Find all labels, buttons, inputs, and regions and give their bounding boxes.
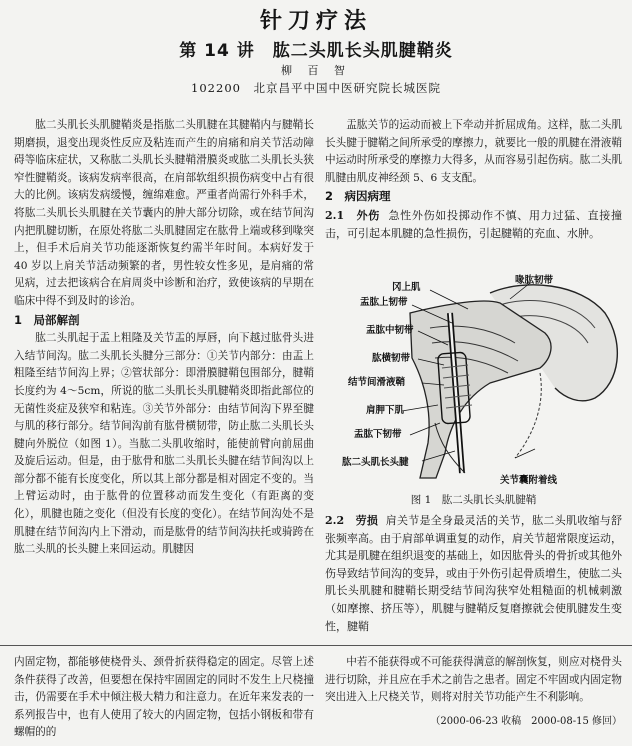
bottom-left-paragraph: 内固定物，都能够使桡骨头、颈骨折获得稳定的固定。尽管上述条件获得了改善，但要想在保持牢固固定的同时不发生上尺桡撞击，仍需要在手术中倾注极大精力和注意力。在近年来发表的一系列报告中，也有人使用了较大的内固定物，包括小钢板和带有螺帽的的	[14, 656, 314, 739]
section-heading-etiology: 2 病因病理	[325, 189, 391, 204]
label-coracohumeral-ligament: 喙肱韧带	[515, 275, 554, 286]
label-supraspinatus: 冈上肌	[392, 282, 421, 293]
anatomy-figure	[340, 273, 625, 488]
author-affiliation: 102200 北京昌平中国中医研究院长城医院	[191, 81, 441, 95]
section-heading-anatomy: 1 局部解剖	[14, 312, 80, 327]
right-column-top	[325, 117, 622, 277]
figure-caption: 图 1 肱二头肌长头肌腱鞘	[410, 494, 537, 506]
intro-paragraph: 肱二头肌长头肌腱鞘炎是指肱二头肌腱在其腱鞘内与腱鞘长期磨损，退变出现炎性反应及粘连而产生的肩痛和肩关节活动障碍等临床症状，又称肱二头肌长头腱鞘滑膜炎或肱二头肌长头狭窄性腱鞘炎。该病发病率很高，在肩部软组织损伤病变中占有很大的比例。该病发病缓慢，缠绵难愈。严重者尚需行外科手术，将肱二头肌长头肌腱在关节囊内的肿大部分切除，或在结节间沟内把肌腱切断，在原处将肱二头肌腱固定在肱骨上端或移到喙突上，但手术后肩关节功能逐渐恢复约需半年时间。本病好发于 40 岁以上肩关节活动频繁的者，男性较女性多见，是肩痛的常见病，过去把该病合在肩周炎中诊断和治疗，致使该病的早期在临床中得不到及时的诊治。	[14, 119, 314, 307]
label-intertubercular-synovial-sheath: 结节间滑液鞘	[348, 377, 406, 388]
strain-text: 肩关节是全身最灵活的关节，肱二头肌收缩与舒张频率高。由于肩部单调重复的动作，肩关节超常限度运动，尤其是肌腱在组织退变的基础上，如因肱骨头的骨折或其他外伤导致结节间沟的变异，或由于外伤引起骨质增生，使肱二头肌长头肌腱和腱鞘长期受结节间沟狭窄处粗糙面的机械刺激（如摩擦、挤压等），肌腱与腱鞘反复磨擦就会使肌腱发生变性，腱鞘	[325, 514, 623, 633]
bottom-right-paragraph: 中若不能获得或不可能获得满意的解剖恢复，则应对桡骨头进行切除，并且应在手术之前告之患者。固定不牢固或内固定物突出进入上尺桡关节，则将对肘关节功能产生不利影响。	[325, 656, 622, 704]
article-title: 第 14 讲 肱二头肌长头肌腱鞘炎	[179, 41, 453, 61]
right-column-bottom	[325, 512, 622, 635]
label-superior-glenohumeral-ligament: 盂肱上韧带	[360, 297, 408, 308]
label-middle-glenohumeral-ligament: 盂肱中韧带	[366, 325, 414, 336]
label-subscapularis: 肩胛下肌	[366, 405, 405, 416]
strain-paragraph	[325, 512, 622, 635]
label-capsule-attachment-line: 关节囊附着线	[500, 475, 558, 486]
label-biceps-long-head-tendon: 肱二头肌长头腱	[342, 457, 409, 468]
trauma-subheading: 2.1 外伤	[325, 208, 380, 222]
continued-paragraph: 盂肱关节的运动而被上下牵动并折屈成角。这样，肱二头肌长头腱于腱鞘之间所承受的摩擦力，就要比一般的肌腱在滑液鞘中运动时所承受的摩擦力大得多，从而容易引起伤病。肱二头肌肌腱由肌皮神经颈 5、6 支支配。	[325, 119, 622, 184]
article-series-title: 针刀疗法	[259, 9, 372, 34]
left-column	[14, 117, 314, 559]
figure-drawing	[410, 285, 617, 478]
bottom-right-column	[325, 654, 622, 730]
label-inferior-glenohumeral-ligament: 盂肱下韧带	[354, 429, 402, 440]
strain-subheading: 2.2 劳损	[325, 514, 379, 527]
bottom-left-column	[14, 654, 314, 742]
section-separator	[0, 645, 632, 646]
label-transverse-humeral-ligament: 肱横韧带	[372, 353, 411, 364]
trauma-text: 急性外伤如投掷动作不慎、用力过猛、直接撞击，可引起本肌腱的急性损伤，引起腱鞘的充血、水肿。	[325, 208, 623, 240]
author-name: 柳 百 智	[281, 64, 351, 77]
received-revised-dates: （2000-06-23 收稿 2000-08-15 修回）	[430, 715, 622, 727]
trauma-paragraph	[325, 207, 622, 242]
anatomy-paragraph: 肱二头肌起于盂上粗隆及关节盂的厚唇，向下越过肱骨头进入结节间沟。肱二头肌长头腱分三部分：①关节内部分：由盂上粗隆至结节间沟上界；②管状部分：即滑膜腱鞘包围部分，腱鞘长度约为 4～5cm，所说的肱二头肌长头肌腱鞘炎即指此部位的无菌性炎症及狭窄和粘连。③关节外部分：由结节间沟下界至腱与肌的移行部分。结节间沟前有肱骨横韧带，防止肱二头肌长头腱向外脱位（如图 1）。当肱二头肌收缩时，能使前臂向前屈曲及旋后运动。但是，由于肱骨和肱二头肌长头腱在结节间沟以上部分都不能有长度变化，所以其上部分都是相对固定不变的。当上臂运动时，由于肱骨的位置移动而发生变化（有距离的变化），肌腱也随之变化（但没有长度的变化）。在结节间沟处不是肌腱在结节间沟内上下滑动，而是肱骨的结节间沟扶托或骑跨在肱二头肌的长头腱上来回运动。肌腱因	[14, 332, 314, 556]
